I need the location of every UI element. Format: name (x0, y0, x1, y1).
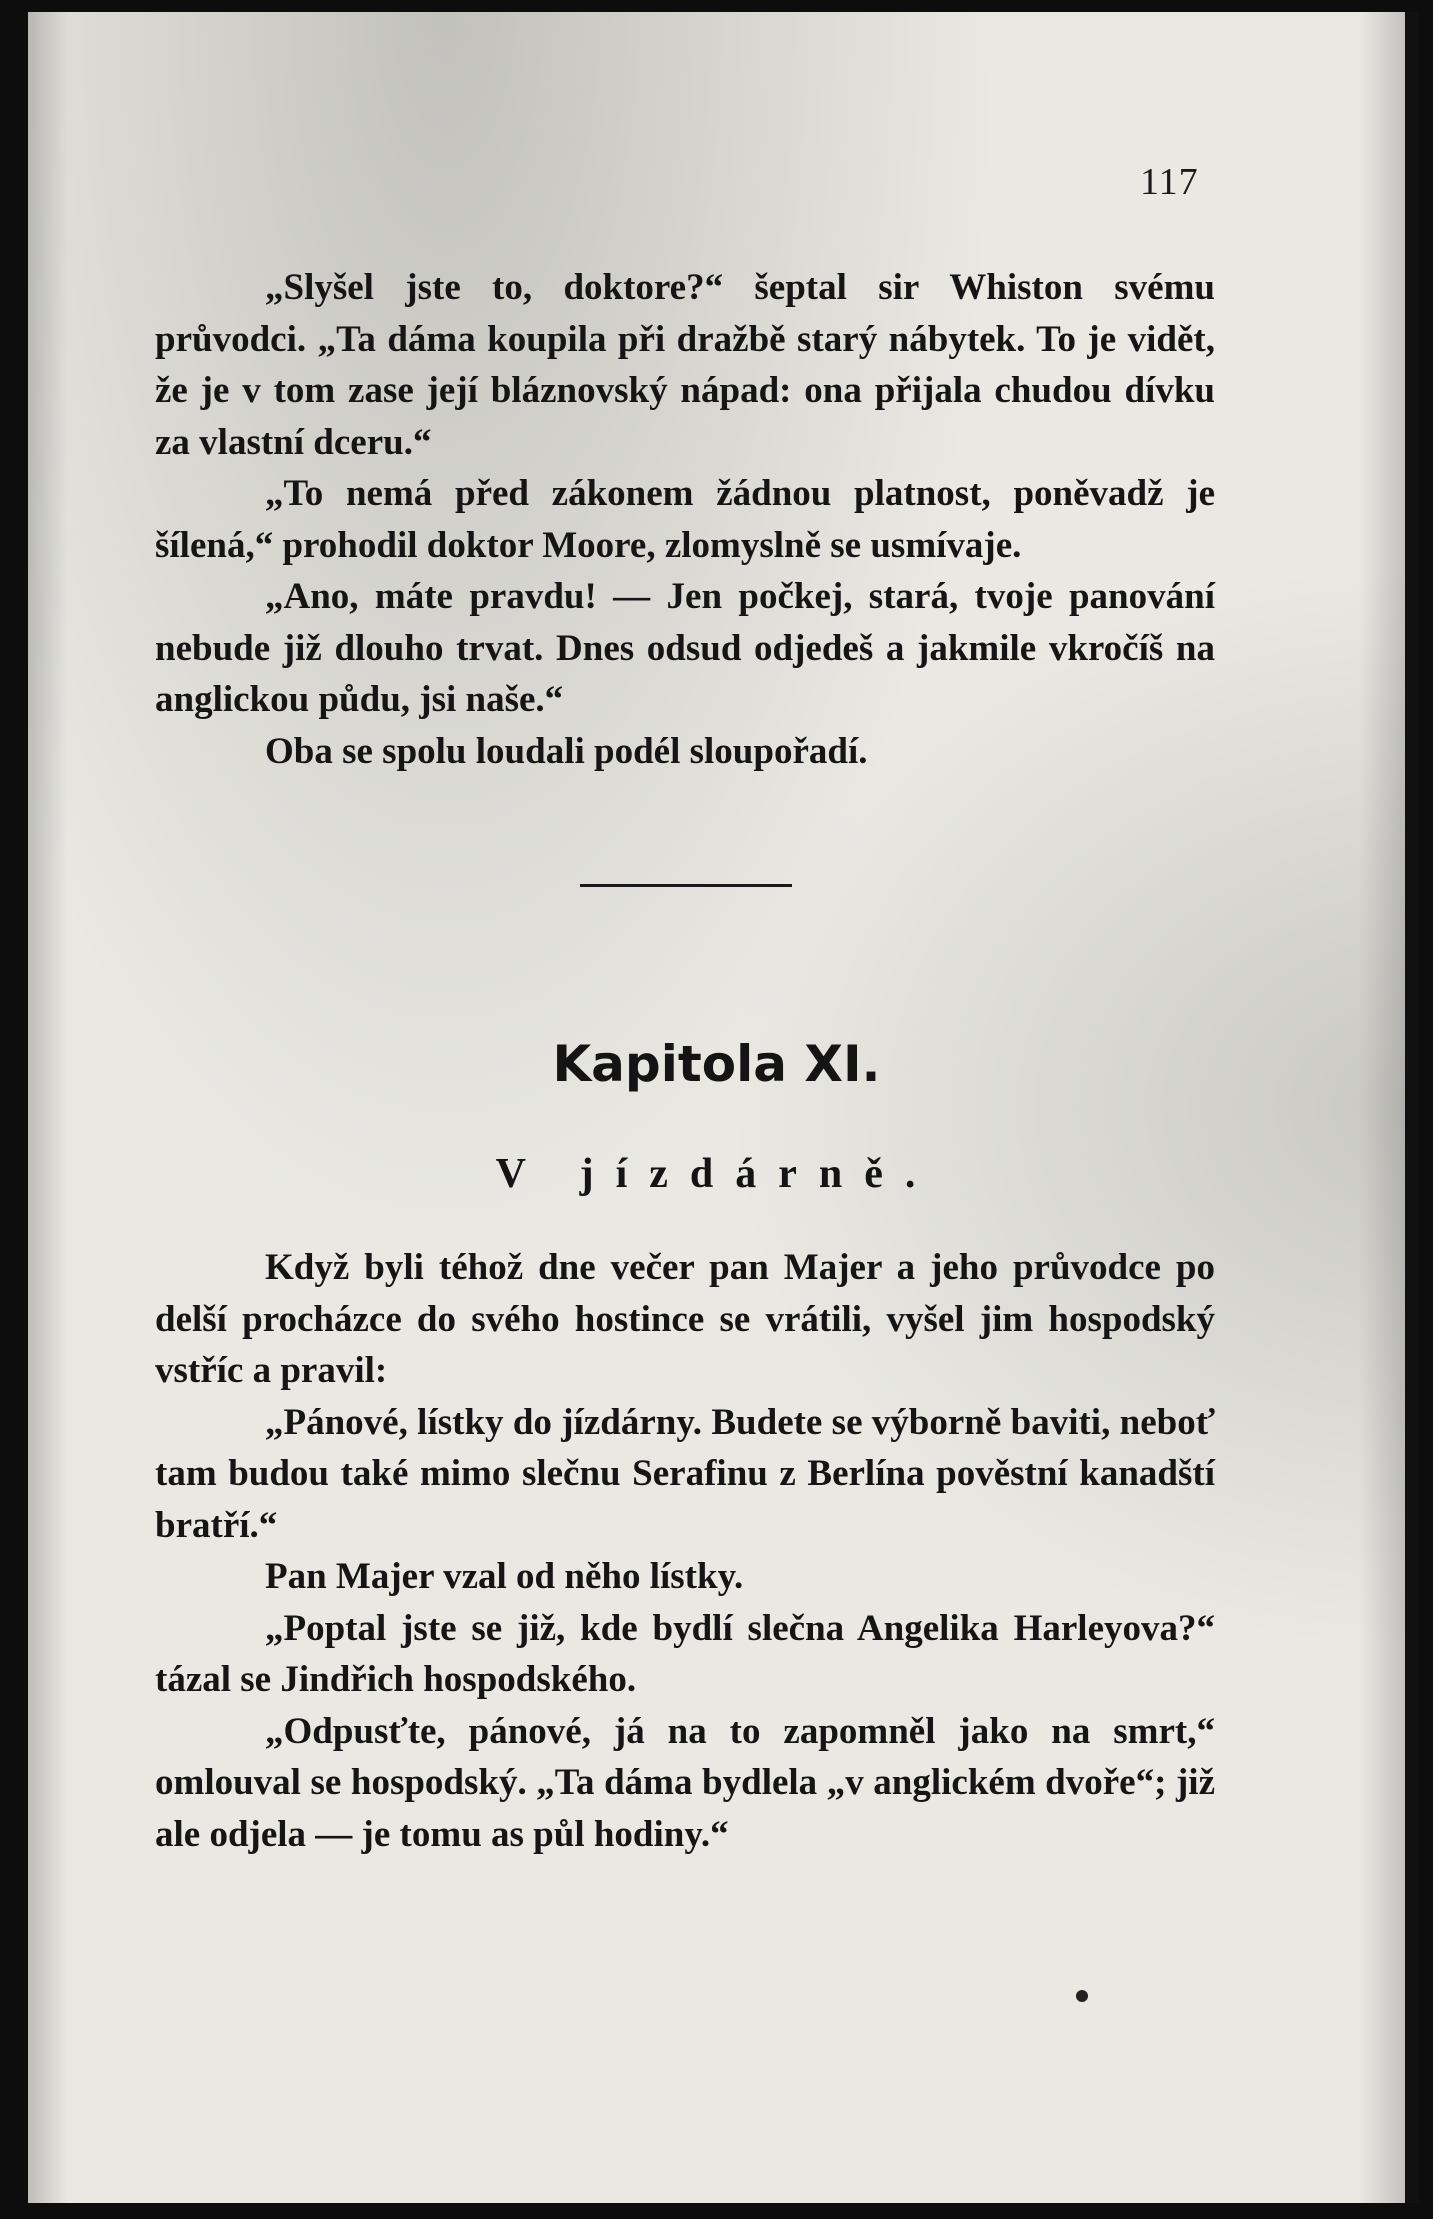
chapter-subtitle: V jízdárně. (495, 1151, 938, 1197)
paragraph: „Poptal jste se již, kde bydlí slečna Angelika Harleyova?“ tázal se Jindřich hospodského. (155, 1607, 1215, 1700)
paragraph: Oba se spolu loudali podél sloupořadí. (265, 730, 868, 772)
paragraph: Pan Majer vzal od něho lístky. (265, 1556, 744, 1597)
page-number: 117 (1140, 161, 1199, 203)
text-block-bottom (155, 1242, 1215, 1860)
section-divider (580, 884, 792, 887)
ink-speck (1076, 1990, 1088, 2002)
paragraph: „Slyšel jste to, doktore?“ šeptal sir Whiston svému průvodci. „Ta dáma koupila při dražbě starý nábytek. To je vidět, že je v tom zase její bláznovský nápad: ona přijala chudou dívku za vlastní dceru.“ (155, 267, 1215, 463)
text-block-top (155, 262, 1215, 777)
paragraph: „Pánové, lístky do jízdárny. Budete se výborně baviti, neboť tam budou také mimo slečnu Serafinu z Berlína pověstní kanadští bratří.“ (155, 1401, 1215, 1546)
page-edge (1405, 12, 1419, 2203)
paragraph: „Ano, máte pravdu! — Jen počkej, stará, tvoje panování nebude již dlouho trvat. Dnes odsud odjedeš a jakmile vkročíš na anglickou půdu, jsi naše.“ (155, 576, 1215, 720)
paragraph: „Odpusťte, pánové, já na to zapomněl jako na smrt,“ omlouval se hospodský. „Ta dáma bydlela „v anglickém dvoře“; již ale odjela — je tomu as půl hodiny.“ (155, 1710, 1215, 1855)
paragraph: Když byli téhož dne večer pan Majer a jeho průvodce po delší procházce do svého hostince se vrátili, vyšel jim hospodský vstříc a pravil: (155, 1247, 1215, 1391)
chapter-title: Kapitola XI. (552, 1035, 881, 1093)
paragraph: „To nemá před zákonem žádnou platnost, poněvadž je šílená,“ prohodil doktor Moore, zlomyslně se usmívaje. (155, 473, 1215, 566)
